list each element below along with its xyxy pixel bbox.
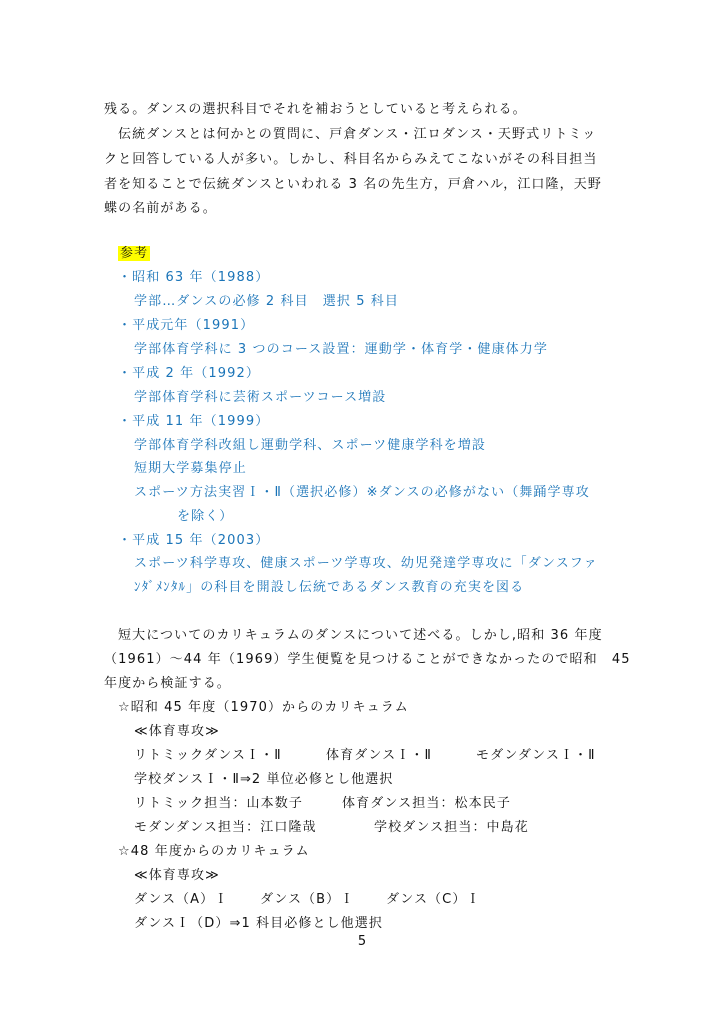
reference-detail-2003-1: スポーツ科学専攻、健康スポーツ学専攻、幼児発達学専攻に「ダンスファ [134,556,598,571]
reference-year-1988: ・昭和 63 年（1988） [118,270,270,285]
curriculum-s48-major: ≪体育専攻≫ [134,868,220,883]
curriculum-s45-row-1-col-2: 体育ダンスＩ・Ⅱ [326,748,432,763]
reference-year-2003: ・平成 15 年（2003） [118,533,270,548]
curriculum-s48-row-2: ダンスＩ（D）⇒1 科目必修とし他選択 [134,916,383,931]
curriculum-s48-heading: ☆48 年度からのカリキュラム [118,844,310,859]
curriculum-s48-row-1-col-2: ダンス（B）Ｉ [260,892,355,907]
curriculum-intro-line-1: 短大についてのカリキュラムのダンスについて述べる。しかし,昭和 36 年度 [118,628,603,643]
page-number: 5 [357,934,367,949]
reference-detail-1999-3: スポーツ方法実習Ｉ・Ⅱ（選択必修）※ダンスの必修がない（舞踊学専攻 [134,485,590,500]
paragraph-2-line-2: クと回答している人が多い。しかし、科目名からみえてこないがその科目担当 [104,152,598,167]
reference-year-1992: ・平成 2 年（1992） [118,366,260,381]
curriculum-s45-row-4-col-2: 学校ダンス担当：中島花 [374,820,529,835]
reference-detail-1991: 学部体育学科に 3 つのコース設置：運動学・体育学・健康体力学 [134,342,548,357]
curriculum-s45-row-2: 学校ダンスＩ・Ⅱ⇒2 単位必修とし他選択 [134,772,394,787]
curriculum-s45-row-1-col-1: リトミックダンスＩ・Ⅱ [134,748,282,763]
reference-detail-1988: 学部…ダンスの必修 2 科目 選択 5 科目 [134,294,400,309]
curriculum-s45-row-1-col-3: モダンダンスＩ・Ⅱ [476,748,596,763]
reference-detail-1999-4: を除く） [177,509,234,524]
reference-year-1991: ・平成元年（1991） [118,318,255,333]
curriculum-s45-row-4-col-1: モダンダンス担当：江口隆哉 [134,820,317,835]
curriculum-s45-row-3-col-1: リトミック担当：山本数子 [134,796,303,811]
curriculum-intro-line-3: 年度から検証する。 [104,676,231,691]
curriculum-intro-line-2: （1961）～44 年（1969）学生便覧を見つけることができなかったので昭和 45 [104,652,631,667]
curriculum-s45-row-3-col-2: 体育ダンス担当：松本民子 [342,796,511,811]
curriculum-s45-heading: ☆昭和 45 年度（1970）からのカリキュラム [118,700,409,715]
curriculum-s45-major: ≪体育専攻≫ [134,724,220,739]
reference-title: 参考 [120,246,149,261]
reference-heading [118,246,150,262]
paragraph-2-line-3: 者を知ることで伝統ダンスといわれる 3 名の先生方，戸倉ハル，江口隆，天野 [104,177,602,192]
reference-detail-2003-2: ﾝﾀﾞﾒﾝﾀﾙ」の科目を開設し伝統であるダンス教育の充実を図る [134,580,525,595]
curriculum-s48-row-1-col-1: ダンス（A）Ｉ [134,892,229,907]
paragraph-2-line-4: 蝶の名前がある。 [104,201,217,216]
curriculum-s48-row-1-col-3: ダンス（C）Ｉ [386,892,481,907]
reference-detail-1999-1: 学部体育学科改組し運動学科、スポーツ健康学科を増設 [134,438,486,453]
reference-detail-1992: 学部体育学科に芸術スポーツコース増設 [134,390,387,405]
paragraph-2-line-1: 伝統ダンスとは何かとの質問に、戸倉ダンス・江ロダンス・天野式リトミッ [118,127,597,142]
reference-detail-1999-2: 短期大学募集停止 [134,461,247,476]
reference-year-1999: ・平成 11 年（1999） [118,414,270,429]
paragraph-1-line-1: 残る。ダンスの選択科目でそれを補おうとしていると考えられる。 [104,102,527,117]
